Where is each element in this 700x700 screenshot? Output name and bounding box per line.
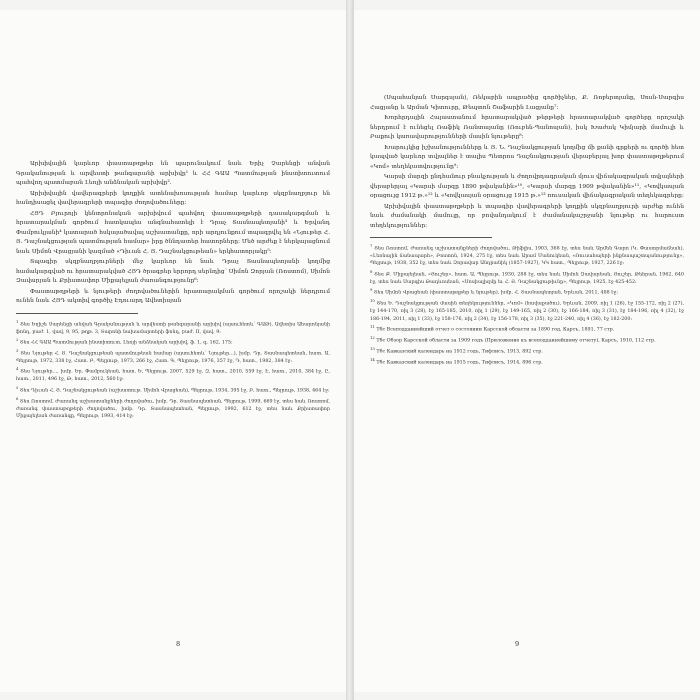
page-number: 9 xyxy=(515,640,520,648)
footnote-text: Տես Եղիշե Չարենցի անվան Գրականության և արվեստի թանգարանի արխիվ (այսուհետև՝ ԳԱԹ), Ավետիս Ահարոնյանի ֆոնդ, բաժ. 1, վավ. 9, 95, թղթ. 3, Տարոնի նախամարտերի ֆոնդ, բաժ. II, վավ. 9: xyxy=(16,322,330,335)
footnote-text: Տես Նյութեր..., խմբ. Եր. Փամբուկեան, հատ. Ե, Պեյրութ, 2007, 529 էջ, Զ, հատ., 2010, 559 էջ, Է, հատ., 2010, 384 էջ, Ը, հատ., 2011, 496 էջ, Թ, հատ., 2012, 560 էջ: xyxy=(16,369,330,383)
page-number: 8 xyxy=(176,640,181,648)
right-body-text xyxy=(370,94,684,231)
footnote xyxy=(16,395,330,421)
footnote-number: 5 xyxy=(16,384,19,390)
footnote-text: Тбс Обзор Карсской области за 1909 годъ (Приложение къ всеподданнейшему отчету), Карсъ, 1910, 112 стр. xyxy=(376,338,656,344)
footnote-number: 7 xyxy=(370,243,373,248)
footnote-divider xyxy=(16,313,138,314)
footnote-number: 6 xyxy=(16,395,19,401)
footnote xyxy=(370,334,684,345)
footnote-number: 2 xyxy=(16,336,19,342)
body-paragraph: Խարույկից իշխանությունները և Յ. Ն. Դաշնակցության կողմից մի քանի գրքերի ու գործի հետ կապված կարևոր տվյալներ է տալիս Պետրոս Դաշնակցության վերաբերյալ խոր փաստաթղթերում «Կոմ» տեղեկատվությունը⁹: xyxy=(370,144,684,170)
body-paragraph: (Սպահանյան Սարգսյան), Ռեկաբին ապրածից գործիչներ, Ք. Ռոբերտյանը, Սոսն-Սարգիս Հացյանը և Արման Կիտուրը, Թեպտոն Շաֆարին Լացյանը⁷: xyxy=(370,95,684,111)
footnote-number: 4 xyxy=(16,366,19,372)
footnote xyxy=(370,268,684,286)
footnote-divider xyxy=(370,237,492,238)
book-gutter xyxy=(346,0,354,700)
footnote-number: 11 xyxy=(370,324,375,330)
footnote-text: Тбс Всеподданнейший отчет о состоянии Карсской области за 1890 год, Карсъ, 1891, 77 стр. xyxy=(376,327,615,333)
footnote xyxy=(16,365,330,383)
footnote xyxy=(370,286,684,297)
footnote-number: 8 xyxy=(370,268,373,274)
footnote-number: 12 xyxy=(370,335,375,341)
body-paragraph: Արխիվային վավերագրերի կողքին ատենախոսության համար կարևոր սկզբնաղբյուր են հանդիսացել վավերագրերի տպագիր ժողովածուները: xyxy=(16,190,330,206)
footnote-text: Տես Սիմոն Վրացեան (փաստաթղթեր և նյութեր), խմբ. Հ. Տասնապետյան, Երևան, 2011, 488 էջ: xyxy=(373,290,618,296)
footnote xyxy=(370,356,684,367)
footnote xyxy=(370,323,684,334)
left-footnotes xyxy=(16,318,330,421)
footnote-number: 13 xyxy=(370,346,375,352)
footnote-number: 3 xyxy=(16,347,19,353)
footnote-text: Տես Դիւան Հ. Յ. Դաշնակցութեան (աշխատութ. Սիմոն Վրացեան), Պեյրութ, 1934, 395 էջ, Բ, հատ., Պեյրութ, 1938, 464 էջ: xyxy=(19,388,330,394)
footnote xyxy=(370,345,684,356)
footnote-text: Տես Նյութեր Հ. Յ. Դաշնակցութեան պատմութեան համար (այսուհետև՝ Նյութեր...), խմբ. Դր. Տասնապետեան, հատ. Ա, Պեյրութ, 1972, 338 էջ, Հատ. Բ, Պեյրութ, 1973, 266 էջ, Հատ. Գ, Պեյրութ, 1976, 357 էջ, Դ, հատ., 1982, 384 էջ: xyxy=(16,351,330,364)
footnote-text: Тбс Кавказский календарь на 1912 годъ, Тифлисъ, 1913, 892 стр. xyxy=(376,349,543,355)
footnote xyxy=(16,384,330,395)
footnote xyxy=(16,336,330,347)
footnote-text: Տես Ռոստոմ, Ժառանգ աշխատանքների ժողովածու, Թիֆլիս, 1903, 368 էջ, տես նաև Արմեն Գարո (Կ. Փաստրմաճեան), «Լեռնային ճանապարհ», Բոստոն, 1924, 275 էջ, տես նաև Արամ Մանուկեան, «Ռուսահայերի ինքնապաշտպանությունը», Պեյրութ, 1938, 352 էջ, տես նաև Զորավար Անդրանիկ (1857-1927), ԿԿ հատ., Պեյրութ, 1927, 226 էջ: xyxy=(370,246,684,267)
footnote-text: Տես Ք. Միքայելեան, «Յուշեր», հատ. Ա, Պեյրութ, 1930, 288 էջ, տես նաև Սիմոն Զավարեան, Յուշեր, Թեհրան, 1962, 640 էջ, տես նաև Սարգիս Թադևոսեան, «Սոսիալիզմը եւ Հ. Յ. Դաշնակցութիւնը», Պեյրութ, 1925, էջ 425-452: xyxy=(370,272,684,285)
body-paragraph: Փաստաթղթերի և նյութերի ժողովածուներին հրատարակման գործում որոշակի ներդրում ունեն նաև ՀՅԴ ակտիվ գործիչ Էդուարդ Ավետիսյան xyxy=(16,288,330,304)
right-footnotes xyxy=(370,242,684,367)
body-paragraph: Խորհրդային Հայաստանում հրատարակված թերթերի հրատարակված գործերը որոշակի ներդրում է ունեցել Ռաֆիկ Ռանտայանը (Ռուբեն-Պանոսյան), իսկ Խաժակ Կիմյարի մամուլի և Բաքուի կառավարությունների մասին նյութերը⁸: xyxy=(370,115,684,140)
footnote-text: Тбс Кавказский календарь на 1915 годъ, Тифлисъ, 1914, 896 стр. xyxy=(376,360,543,366)
footnote-number: 9 xyxy=(370,287,373,293)
footnote xyxy=(370,297,684,323)
body-paragraph: Արխիվային կարևոր փաստաթղթեր են պարունակում նաև Երիչ Չարենցի անվան Գրականության և արվեստի թանգարանի արխիվը¹ և ՀՀ ԳԱԱ Պատմության ինստիտուտում պահվող պատմաբան Լեոյի անձնական արխիվը². xyxy=(16,161,330,186)
body-paragraph: ՀՅԴ Բյուրոյի կենտրոնական արխիվում պահվող փաստաթղթերի դասակարգման և հրատարակման գործում հատկապես անգնահատելի է Դրաչ Տասնապետյանի³ և Երվանդ Փամբուկյանի⁴ կատարած հսկայածավալ աշխատանքը, որի արդյունքում տպագրվել են «Նյութեր Հ. Յ. Դաշնակցության պատմության համար» իրը ծննդատեր հատորները: Մեծ արժեք է ներկայացնում նաև Սիմոն Վրացյանի կազմած «Դիւան Հ. Յ. Դաշնակցութեան» երկհատորյակը⁵: xyxy=(16,210,330,255)
footnote xyxy=(370,242,684,268)
footnote-number: 10 xyxy=(370,298,375,304)
footnote-number: 1 xyxy=(16,318,19,324)
body-paragraph: Կարսի մարզի ընդհանուր բնակչության և ժողովրդագրական մյուս վիճակագրական տվյալների վերաբերյալ «Կարսի մարզը 1890 թվականին»¹⁰, «Կարսի մարզը 1909 թվականին»¹¹, «Կովկասյան օրացույց 1912 թ.»¹² և «Կովկասյան օրացույց 1915 թ.»¹³ ռուսական վիճակագրական տեղեկագրերը: xyxy=(370,174,684,199)
footnote xyxy=(16,318,330,336)
footnote-number: 14 xyxy=(370,357,375,363)
left-body-text xyxy=(16,160,330,307)
footnote-text: Տես Ռոստոմ, Ժառանգ աշխատանքների ժողովածու, խմբ. Դր. Տասնապետեան, Պեյրութ, 1999, 669 էջ, տես նաև Ռոստոմ, ժառանգ փաստաթղթերի ժողովածու, խմբ. Դր. Տասնապետեան, Պեյրութ, 1992, 612 էջ, տես նաև Քրիստափոր Միքայելեան ժառանգը, Պեյրութ, 1993, 414 էջ: xyxy=(16,399,330,420)
footnote-text: Տես Ե. Դաշնակցության մասին տեղեկություններ, «Կոմ» (հավաքածու), Երևան, 2009, ռիլ 1 (26), էջ 155-172, ռիլ 2 (27), էջ 144-170, ռիլ 3 (28), էջ 165-185, 2010, ռիլ 1 (29), էջ 149-165, ռիլ 2 (30), էջ 166-184, ռիլ 3 (31), էջ 184-196, ռիլ 4 (32), էջ 186-194, 2011, ռիլ 1 (33), էջ 158-176, ռիլ 2 (34), էջ 156-178, ռիլ 3 (35), էջ 221-240, ռիլ 4 (36), էջ 182-200: xyxy=(370,301,684,322)
right-page xyxy=(354,10,700,692)
left-page xyxy=(0,10,346,692)
body-paragraph: Արխիվային փաստաթղթերի և տպագիր վավերագրերի կողքին սկզբնաղբյուրի արժեք ունեն նաև ժամանակի մամուլը, որ բովանդակում է ժամանակաշրջանի նյութեր ու հարուստ տեղեկություններ: xyxy=(370,203,684,229)
footnote-text: Տես ՀՀ ԳԱԱ Պատմության ինստիտուտ, Լեոյի անձնական արխիվ, ֆ. 1, գ. 162, 175: xyxy=(19,340,233,346)
footnote xyxy=(16,347,330,365)
body-paragraph: Տպագիր սկզբնաղբյուրների մեջ կարևոր են նաև Դրաչ Տասնապետյանի կողմից համակարգված ու հրատարակված ՀՅԴ ծրագրեր երրորդ սերնդից՝ Սիմոն Զորյան (Ռոստոմ), Սիմոն Զավարյան և Քրիստափոր Միքայելյան ժառանգությունը⁶: xyxy=(16,259,330,284)
